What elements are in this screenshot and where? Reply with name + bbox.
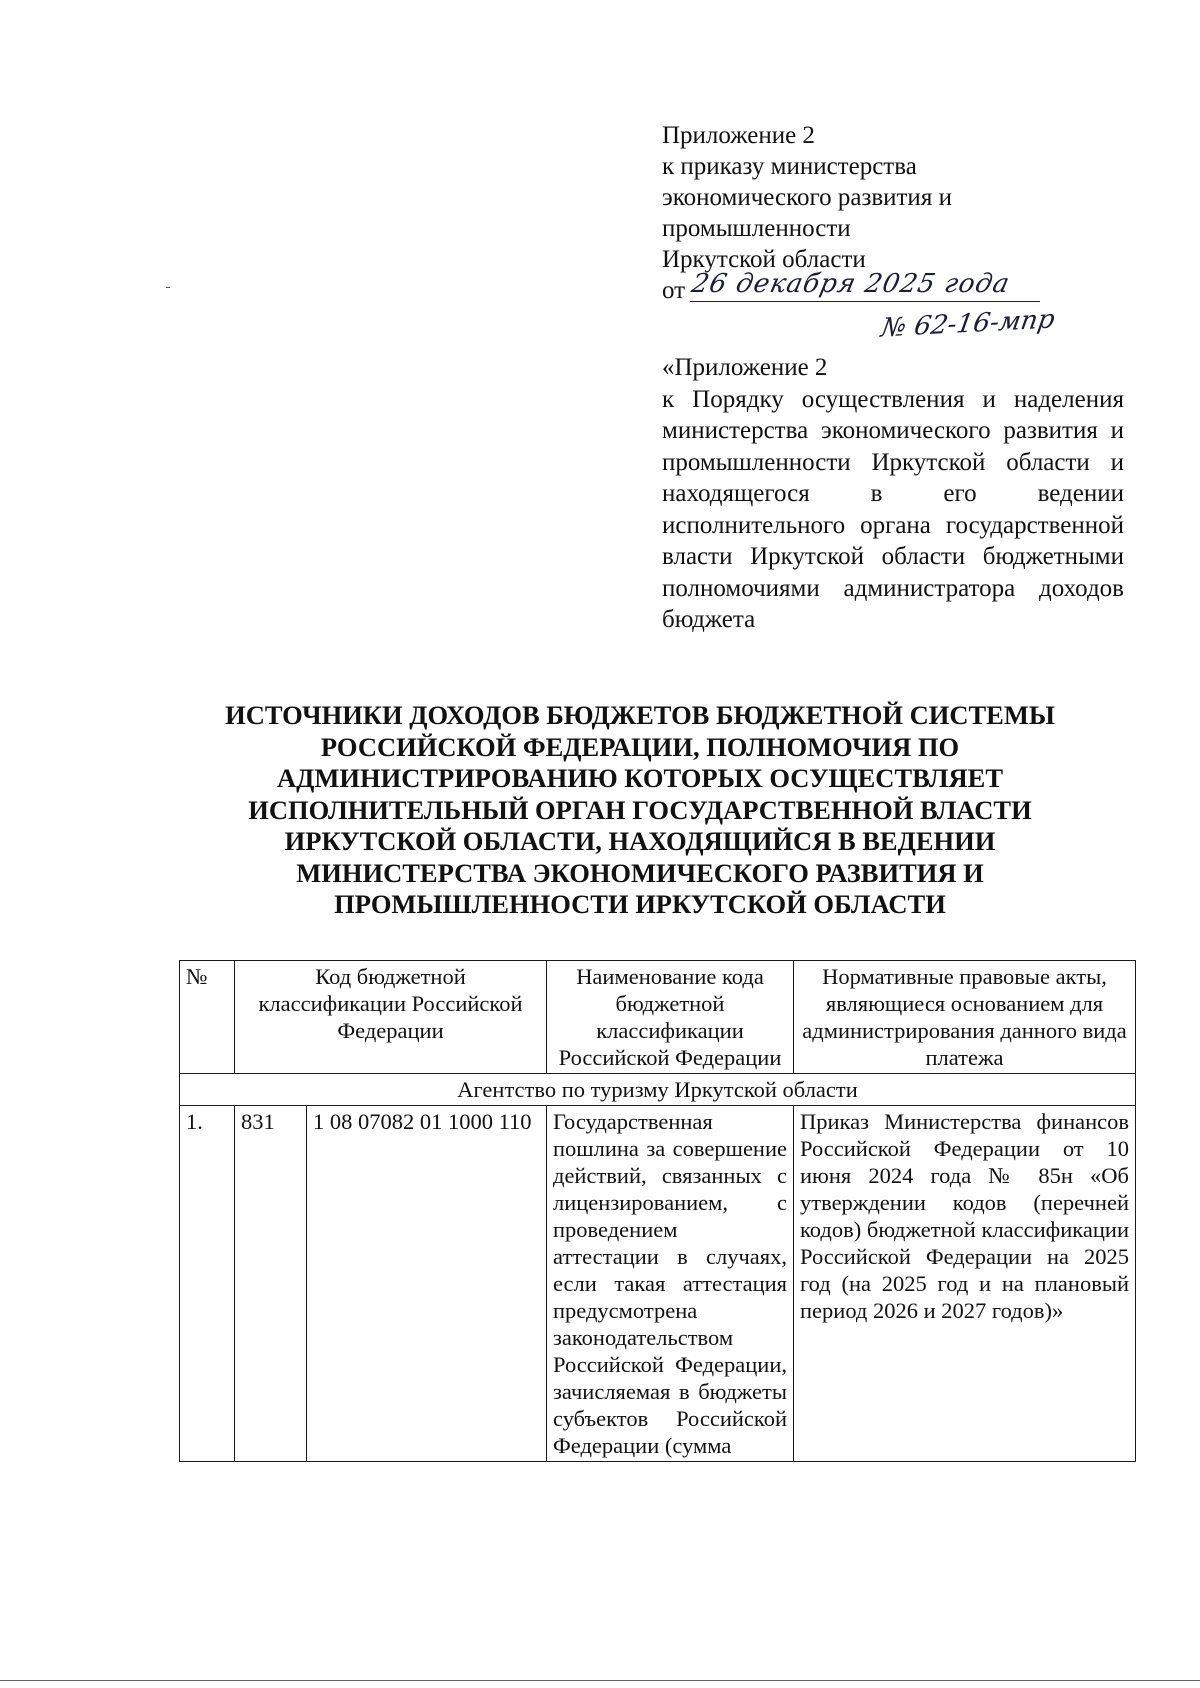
annex-date-row: [662, 269, 1122, 344]
date-underline: [690, 301, 1040, 302]
annex-header: [662, 120, 1122, 344]
header-code: Код бюджетной классификации Российской Федерации: [235, 961, 547, 1074]
order-annex-block: [662, 352, 1124, 636]
header-number: №: [180, 961, 235, 1074]
row-number: 1.: [180, 1106, 235, 1462]
annex-line-4: промышленности: [662, 215, 851, 242]
row-name: Государственная пошлина за совершение действий, связанных с лицензированием, с проведением аттестации в случаях, если такая аттестация предусмотрена законодательством Российской Федерации, зачисляемая в бюджеты субъектов Российской Федерации (сумма: [547, 1106, 794, 1462]
order-annex-title: «Приложение 2: [662, 354, 828, 381]
revenue-sources-table: [179, 960, 1136, 1462]
agency-row: [180, 1074, 1136, 1106]
annex-line-2: к приказу министерства: [662, 153, 917, 180]
date-prefix: от: [662, 277, 686, 304]
annex-line-3: экономического развития и: [662, 184, 952, 211]
annex-line-5: Иркутской области: [662, 246, 866, 273]
header-acts: Нормативные правовые акты, являющиеся основанием для администрирования данного вида платежа: [794, 961, 1136, 1074]
handwritten-order-number: № 62-16-мпр: [878, 304, 1057, 344]
document-title: ИСТОЧНИКИ ДОХОДОВ БЮДЖЕТОВ БЮДЖЕТНОЙ СИСТЕМЫ РОССИЙСКОЙ ФЕДЕРАЦИИ, ПОЛНОМОЧИЯ ПО АДМИНИСТРИРОВАНИЮ КОТОРЫХ ОСУЩЕСТВЛЯЕТ ИСПОЛНИТЕЛЬНЫЙ ОРГАН ГОСУДАРСТВЕННОЙ ВЛАСТИ ИРКУТСКОЙ ОБЛАСТИ, НАХОДЯЩИЙСЯ В ВЕДЕНИИ МИНИСТЕРСТВА ЭКОНОМИЧЕСКОГО РАЗВИТИЯ И ПРОМЫШЛЕННОСТИ ИРКУТСКОЙ ОБЛАСТИ: [225, 700, 1055, 919]
handwritten-date: 26 декабря 2025 года: [688, 269, 1013, 299]
header-name: Наименование кода бюджетной классификации Российской Федерации: [547, 961, 794, 1074]
row-kbk: 1 08 07082 01 1000 110: [307, 1106, 547, 1462]
scan-speck: [166, 287, 170, 288]
table-row: [180, 1106, 1136, 1462]
annex-line-1: Приложение 2: [662, 122, 815, 149]
row-acts: Приказ Министерства финансов Российской Федерации от 10 июня 2024 года № 85н «Об утверждении кодов (перечней кодов) бюджетной классификации Российской Федерации на 2025 год (на 2025 год и на плановый период 2026 и 2027 годов)»: [794, 1106, 1136, 1462]
order-annex-text: к Порядку осуществления и наделения министерства экономического развития и промышленности Иркутской области и находящегося в его ведении исполнительного органа государственной власти Иркутской области бюджетными полномочиями администратора доходов бюджета: [662, 385, 1124, 633]
page-bottom-edge: [0, 1680, 1200, 1681]
table-header-row: [180, 961, 1136, 1074]
row-admin-code: 831: [235, 1106, 307, 1462]
agency-name: Агентство по туризму Иркутской области: [180, 1074, 1136, 1106]
